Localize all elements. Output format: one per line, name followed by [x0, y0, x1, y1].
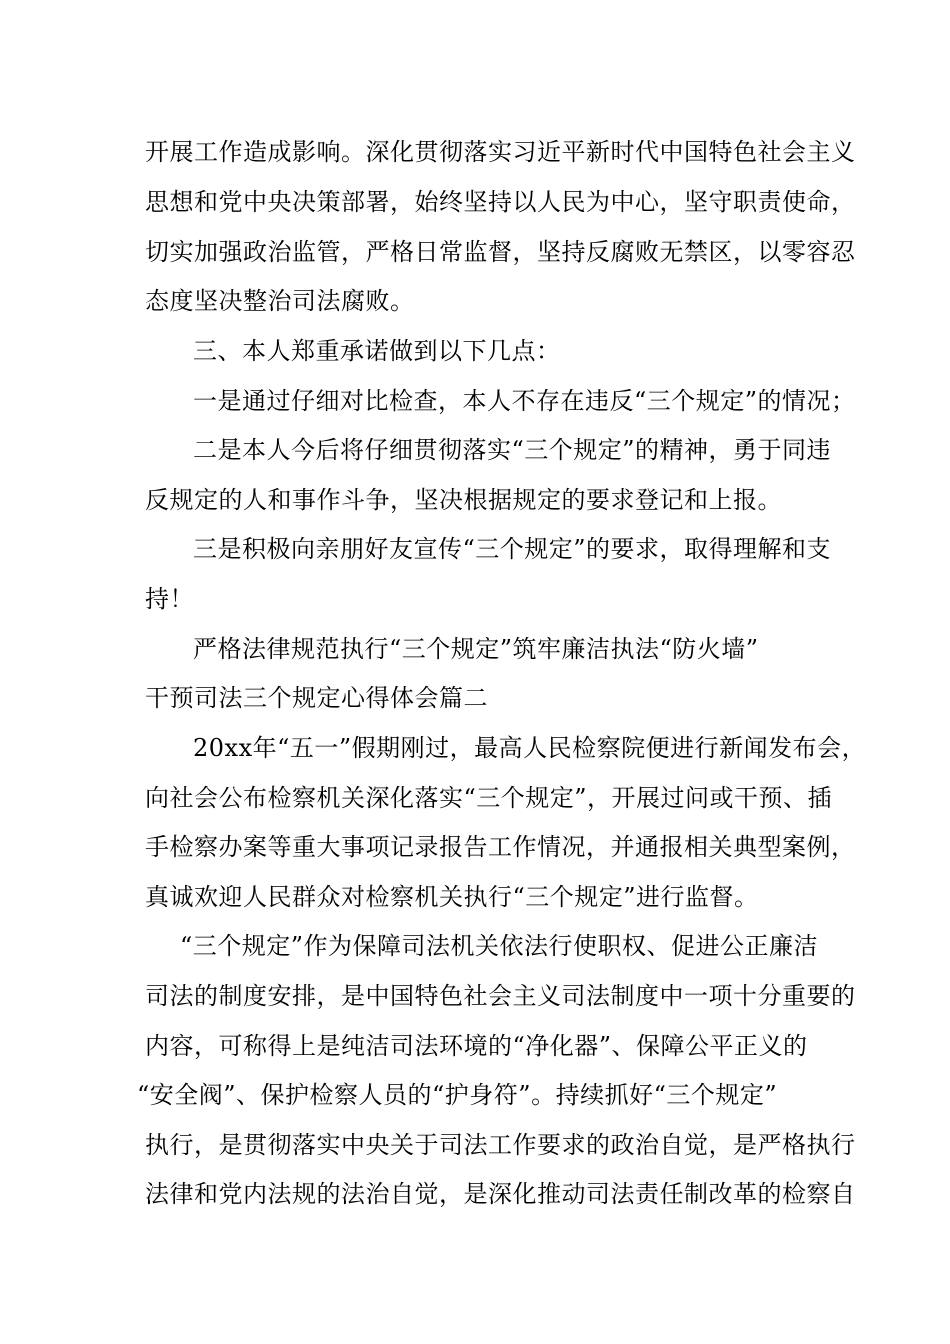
text-line: 一是通过仔细对比检查，本人不存在违反“三个规定”的情况；	[193, 387, 856, 415]
text-line: 反规定的人和事作斗争，坚决根据规定的要求登记和上报。	[145, 486, 782, 514]
text-line: “安全阀”、保护检察人员的“护身符”。持续抓好“三个规定”	[137, 1081, 778, 1109]
text-line: 思想和党中央决策部署，始终坚持以人民为中心，坚守职责使命，	[145, 188, 856, 216]
text-line: 20xx年“五一”假期刚过，最高人民检察院便进行新闻发布会，	[193, 734, 867, 762]
text-line: 开展工作造成影响。深化贯彻落实习近平新时代中国特色社会主义	[145, 138, 856, 166]
text-line: 持！	[145, 585, 194, 613]
text-line: “三个规定”作为保障司法机关依法行使职权、促进公正廉洁	[180, 932, 819, 960]
section-subtitle: 干预司法三个规定心得体会篇二	[145, 684, 488, 712]
text-line: 三、本人郑重承诺做到以下几点：	[193, 337, 561, 365]
text-line: 态度坚决整治司法腐败。	[145, 287, 415, 315]
text-line: 切实加强政治监管，严格日常监督，坚持反腐败无禁区，以零容忍	[145, 238, 856, 266]
text-line: 内容，可称得上是纯洁司法环境的“净化器”、保障公平正义的	[145, 1032, 808, 1060]
text-line: 真诚欢迎人民群众对检察机关执行“三个规定”进行监督。	[145, 883, 759, 911]
text-line: 手检察办案等重大事项记录报告工作情况，并通报相关典型案例，	[145, 833, 856, 861]
text-line: 三是积极向亲朋好友宣传“三个规定”的要求，取得理解和支	[193, 535, 832, 563]
text-line: 执行，是贯彻落实中央关于司法工作要求的政治自觉，是严格执行	[145, 1131, 856, 1159]
text-line: 二是本人今后将仔细贯彻落实“三个规定”的精神，勇于同违	[193, 436, 832, 464]
section-heading: 严格法律规范执行“三个规定”筑牢廉洁执法“防火墙”	[193, 635, 759, 663]
text-line: 向社会公布检察机关深化落实“三个规定”，开展过问或干预、插	[145, 784, 833, 812]
text-line: 司法的制度安排，是中国特色社会主义司法制度中一项十分重要的	[145, 982, 856, 1010]
text-line: 法律和党内法规的法治自觉，是深化推动司法责任制改革的检察自	[145, 1180, 856, 1208]
